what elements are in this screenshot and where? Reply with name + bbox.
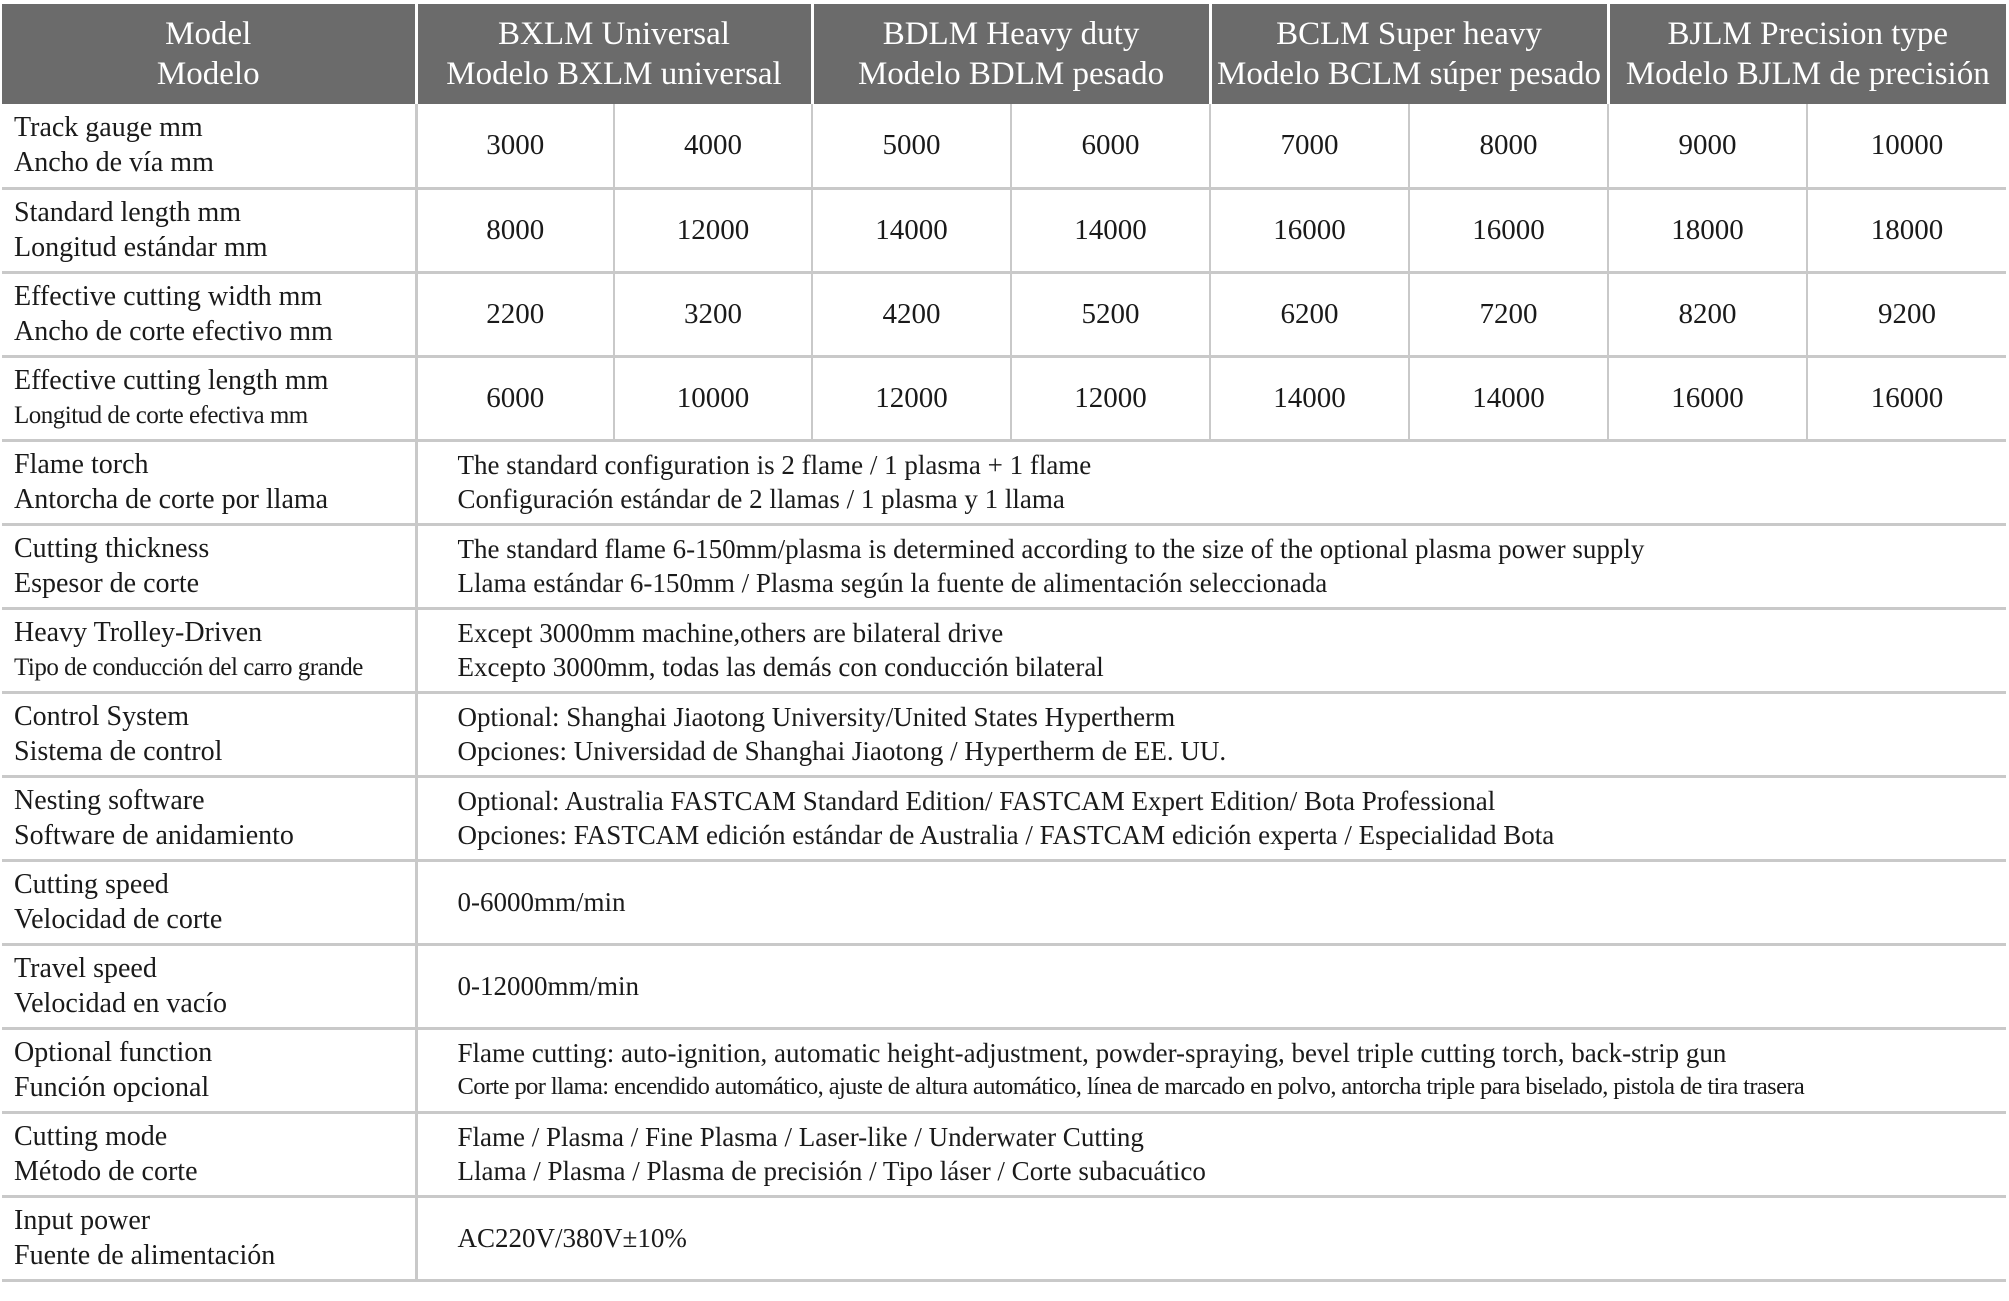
row-label-es: Ancho de vía mm: [14, 147, 214, 179]
row-label: [2, 1112, 416, 1196]
row-cutting-speed: [2, 860, 2006, 944]
row-cutting-mode: [2, 1112, 2006, 1196]
row-label: [2, 1196, 416, 1280]
value-cell: 12000: [614, 188, 812, 272]
row-value-es: Excepto 3000mm, todas las demás con conducción bilateral: [457, 652, 1104, 682]
row-label-es: Espesor de corte: [14, 568, 200, 599]
row-value-en: 0-6000mm/min: [457, 887, 626, 917]
value-cell: 12000: [812, 356, 1011, 440]
row-flame-torch: [2, 440, 2006, 524]
row-label: [2, 524, 416, 608]
row-label-en: Cutting mode: [14, 1121, 168, 1152]
row-label: [2, 1028, 416, 1112]
row-value: [416, 692, 2006, 776]
row-control-system: [2, 692, 2006, 776]
row-label-en: Cutting thickness: [14, 533, 210, 564]
value-cell: 14000: [1210, 356, 1409, 440]
header-series-bjlm: [1608, 4, 2006, 104]
value-cell: 4200: [812, 272, 1011, 356]
row-label: [2, 188, 416, 272]
header-series-bdlm: [812, 4, 1210, 104]
row-value-es: Opciones: FASTCAM edición estándar de Australia / FASTCAM edición experta / Especialidad Bota: [457, 820, 1555, 850]
row-value-en: AC220V/380V±10%: [457, 1223, 687, 1253]
value-cell: 8000: [416, 188, 614, 272]
row-value-en: Flame / Plasma / Fine Plasma / Laser-like / Underwater Cutting: [457, 1122, 1144, 1152]
row-label-es: Velocidad de corte: [14, 904, 223, 935]
header-model-es: Modelo: [156, 56, 260, 92]
row-label-es: Método de corte: [14, 1156, 198, 1187]
value-cell: 5200: [1011, 272, 1210, 356]
row-value-es: Corte por llama: encendido automático, ajuste de altura automático, línea de marcado en polvo, antorcha triple para biselado, pistola de tira trasera: [457, 1073, 1805, 1100]
header-series-es: Modelo BJLM de precisión: [1625, 56, 1990, 92]
row-label: [2, 944, 416, 1028]
row-value-en: 0-12000mm/min: [457, 971, 639, 1001]
row-label-en: Control System: [14, 701, 190, 732]
row-label: [2, 440, 416, 524]
row-label: [2, 272, 416, 356]
row-label-es: Antorcha de corte por llama: [14, 484, 329, 515]
row-effective-cutting-length: [2, 356, 2006, 440]
row-value: [416, 944, 2006, 1028]
row-label-en: Travel speed: [14, 953, 157, 984]
row-label: [2, 356, 416, 440]
header-row: [2, 4, 2006, 104]
row-label: [2, 104, 416, 188]
value-cell: 18000: [1807, 188, 2006, 272]
row-travel-speed: [2, 944, 2006, 1028]
value-cell: 18000: [1608, 188, 1807, 272]
value-cell: 14000: [812, 188, 1011, 272]
row-label-en: Track gauge mm: [14, 112, 203, 144]
value-cell: 16000: [1807, 356, 2006, 440]
row-label-es: Función opcional: [14, 1072, 210, 1103]
row-label-es: Software de anidamiento: [14, 820, 294, 851]
row-label: [2, 608, 416, 692]
value-cell: 16000: [1608, 356, 1807, 440]
header-series-en: BJLM Precision type: [1667, 16, 1949, 52]
value-cell: 12000: [1011, 356, 1210, 440]
row-value-es: Configuración estándar de 2 llamas / 1 plasma y 1 llama: [457, 484, 1065, 514]
value-cell: 2200: [416, 272, 614, 356]
row-label-en: Flame torch: [14, 449, 149, 480]
row-input-power: [2, 1196, 2006, 1280]
row-label-en: Input power: [14, 1205, 151, 1236]
header-model-en: Model: [165, 16, 252, 52]
row-value: [416, 1112, 2006, 1196]
value-cell: 10000: [1807, 104, 2006, 188]
row-standard-length: [2, 188, 2006, 272]
row-label-en: Effective cutting width mm: [14, 281, 323, 312]
row-label: [2, 860, 416, 944]
row-value: [416, 524, 2006, 608]
row-track-gauge: [2, 104, 2006, 188]
row-value-en: The standard flame 6-150mm/plasma is determined according to the size of the optional plasma power supply: [457, 534, 1645, 564]
row-cutting-thickness: [2, 524, 2006, 608]
row-label-es: Fuente de alimentación: [14, 1240, 276, 1271]
value-cell: 16000: [1210, 188, 1409, 272]
row-label-en: Optional function: [14, 1037, 213, 1068]
header-model: [2, 4, 416, 104]
row-value: [416, 860, 2006, 944]
value-cell: 9200: [1807, 272, 2006, 356]
row-value: [416, 1196, 2006, 1280]
row-label-en: Nesting software: [14, 785, 205, 816]
value-cell: 3200: [614, 272, 812, 356]
row-value: [416, 608, 2006, 692]
value-cell: 8200: [1608, 272, 1807, 356]
row-label: [2, 776, 416, 860]
row-label-es: Longitud estándar mm: [14, 232, 268, 263]
header-series-es: Modelo BDLM pesado: [857, 56, 1165, 92]
header-series-en: BDLM Heavy duty: [882, 16, 1140, 52]
row-value-en: Flame cutting: auto-ignition, automatic height-adjustment, powder-spraying, bevel triple cutting torch, back-strip gun: [457, 1038, 1727, 1068]
value-cell: 16000: [1409, 188, 1608, 272]
row-value: [416, 776, 2006, 860]
row-optional-function: [2, 1028, 2006, 1112]
row-value: [416, 1028, 2006, 1112]
header-series-es: Modelo BCLM súper pesado: [1217, 56, 1602, 92]
value-cell: 6000: [416, 356, 614, 440]
row-effective-cutting-width: [2, 272, 2006, 356]
row-value-en: Except 3000mm machine,others are bilateral drive: [457, 618, 1004, 648]
row-value-es: Llama estándar 6-150mm / Plasma según la fuente de alimentación seleccionada: [457, 568, 1328, 598]
row-label-es: Sistema de control: [14, 736, 223, 767]
value-cell: 7200: [1409, 272, 1608, 356]
header-series-en: BXLM Universal: [498, 16, 730, 52]
value-cell: 4000: [614, 104, 812, 188]
header-series-bxlm: [416, 4, 812, 104]
value-cell: 10000: [614, 356, 812, 440]
row-value-en: Optional: Shanghai Jiaotong University/United States Hypertherm: [457, 702, 1176, 732]
row-value-en: Optional: Australia FASTCAM Standard Edition/ FASTCAM Expert Edition/ Bota Professional: [457, 786, 1496, 816]
header-series-bclm: [1210, 4, 1608, 104]
row-label-en: Cutting speed: [14, 869, 169, 900]
row-label-es: Ancho de corte efectivo mm: [14, 316, 333, 347]
row-value-en: The standard configuration is 2 flame / 1 plasma + 1 flame: [457, 450, 1092, 480]
value-cell: 5000: [812, 104, 1011, 188]
row-value-es: Llama / Plasma / Plasma de precisión / Tipo láser / Corte subacuático: [457, 1156, 1206, 1186]
value-cell: 14000: [1011, 188, 1210, 272]
value-cell: 14000: [1409, 356, 1608, 440]
row-label-en: Standard length mm: [14, 197, 242, 228]
value-cell: 9000: [1608, 104, 1807, 188]
value-cell: 6000: [1011, 104, 1210, 188]
row-label: [2, 692, 416, 776]
value-cell: 6200: [1210, 272, 1409, 356]
row-value-es: Opciones: Universidad de Shanghai Jiaotong / Hypertherm de EE. UU.: [457, 736, 1227, 766]
value-cell: 3000: [416, 104, 614, 188]
header-series-en: BCLM Super heavy: [1276, 16, 1542, 52]
row-nesting-software: [2, 776, 2006, 860]
value-cell: 8000: [1409, 104, 1608, 188]
row-value: [416, 440, 2006, 524]
row-label-es: Velocidad en vacío: [14, 988, 228, 1019]
spec-table: [2, 4, 2006, 1282]
row-heavy-trolley-driven: [2, 608, 2006, 692]
row-label-en: Effective cutting length mm: [14, 365, 329, 396]
row-label-es: Longitud de corte efectiva mm: [14, 402, 308, 429]
row-label-en: Heavy Trolley-Driven: [14, 617, 263, 648]
value-cell: 7000: [1210, 104, 1409, 188]
row-label-es: Tipo de conducción del carro grande: [14, 654, 363, 681]
header-series-es: Modelo BXLM universal: [446, 56, 782, 92]
